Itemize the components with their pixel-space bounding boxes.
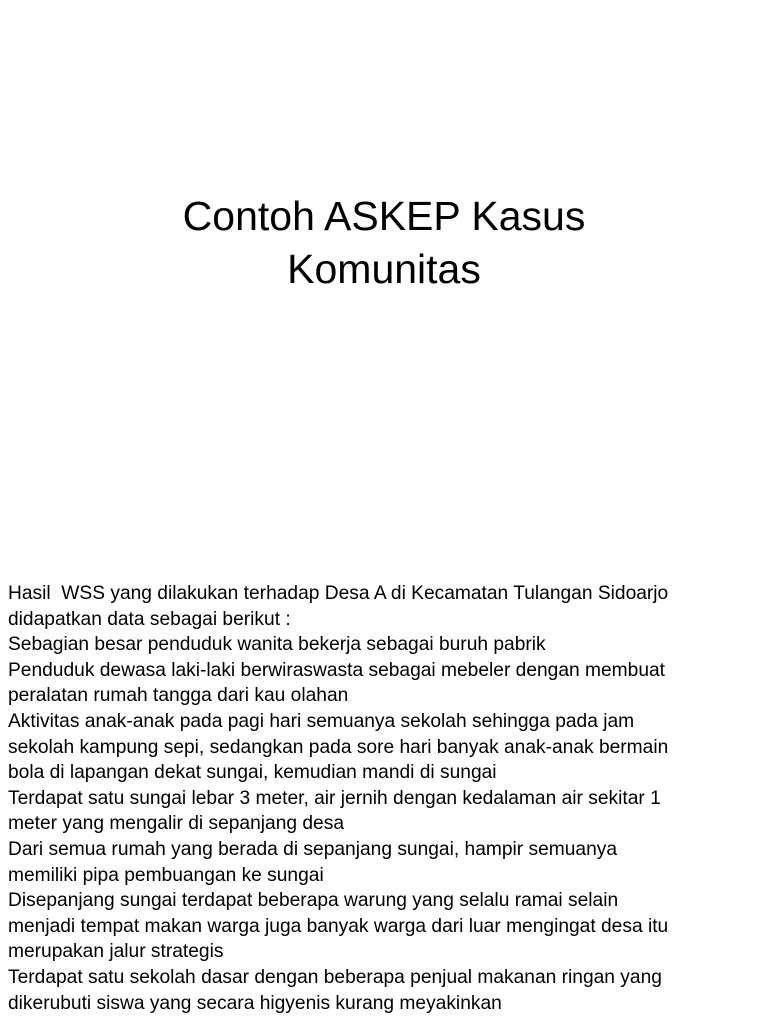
text-line: Dari semua rumah yang berada di sepanjang sungai, hampir semuanya bbox=[8, 838, 618, 860]
text-line: Terdapat satu sekolah dasar dengan beberapa penjual makanan ringan yang bbox=[8, 966, 662, 988]
text-line: Hasil WSS yang dilakukan terhadap Desa A di Kecamatan Tulangan Sidoarjo bbox=[8, 583, 669, 604]
text-line: sekolah kampung sepi, sedangkan pada sore hari banyak anak-anak bermain bbox=[8, 736, 669, 758]
text-line: Terdapat satu sungai lebar 3 meter, air jernih dengan kedalaman air sekitar 1 bbox=[8, 787, 661, 809]
page-title bbox=[0, 190, 768, 296]
text-line: memiliki pipa pembuangan ke sungai bbox=[8, 864, 324, 886]
text-line: peralatan rumah tangga dari kau olahan bbox=[8, 685, 349, 707]
text-line: meter yang mengalir di sepanjang desa bbox=[8, 813, 344, 835]
title-line-1: Contoh ASKEP Kasus bbox=[182, 193, 586, 239]
text-line: menjadi tempat makan warga juga banyak warga dari luar mengingat desa itu bbox=[8, 915, 669, 937]
title-line-2: Komunitas bbox=[287, 246, 481, 292]
text-line: dikerubuti siswa yang secara higyenis kurang meyakinkan bbox=[8, 992, 502, 1014]
text-line: bola di lapangan dekat sungai, kemudian mandi di sungai bbox=[8, 762, 497, 784]
text-line: Aktivitas anak-anak pada pagi hari semuanya sekolah sehingga pada jam bbox=[8, 710, 635, 732]
text-line: Sebagian besar penduduk wanita bekerja sebagai buruh pabrik bbox=[8, 634, 546, 656]
body-paragraph bbox=[8, 581, 763, 1016]
text-line: Penduduk dewasa laki-laki berwiraswasta sebagai mebeler dengan membuat bbox=[8, 659, 666, 681]
text-line: merupakan jalur strategis bbox=[8, 941, 224, 963]
text-line: Disepanjang sungai terdapat beberapa warung yang selalu ramai selain bbox=[8, 890, 619, 912]
text-line: didapatkan data sebagai berikut : bbox=[8, 608, 291, 630]
